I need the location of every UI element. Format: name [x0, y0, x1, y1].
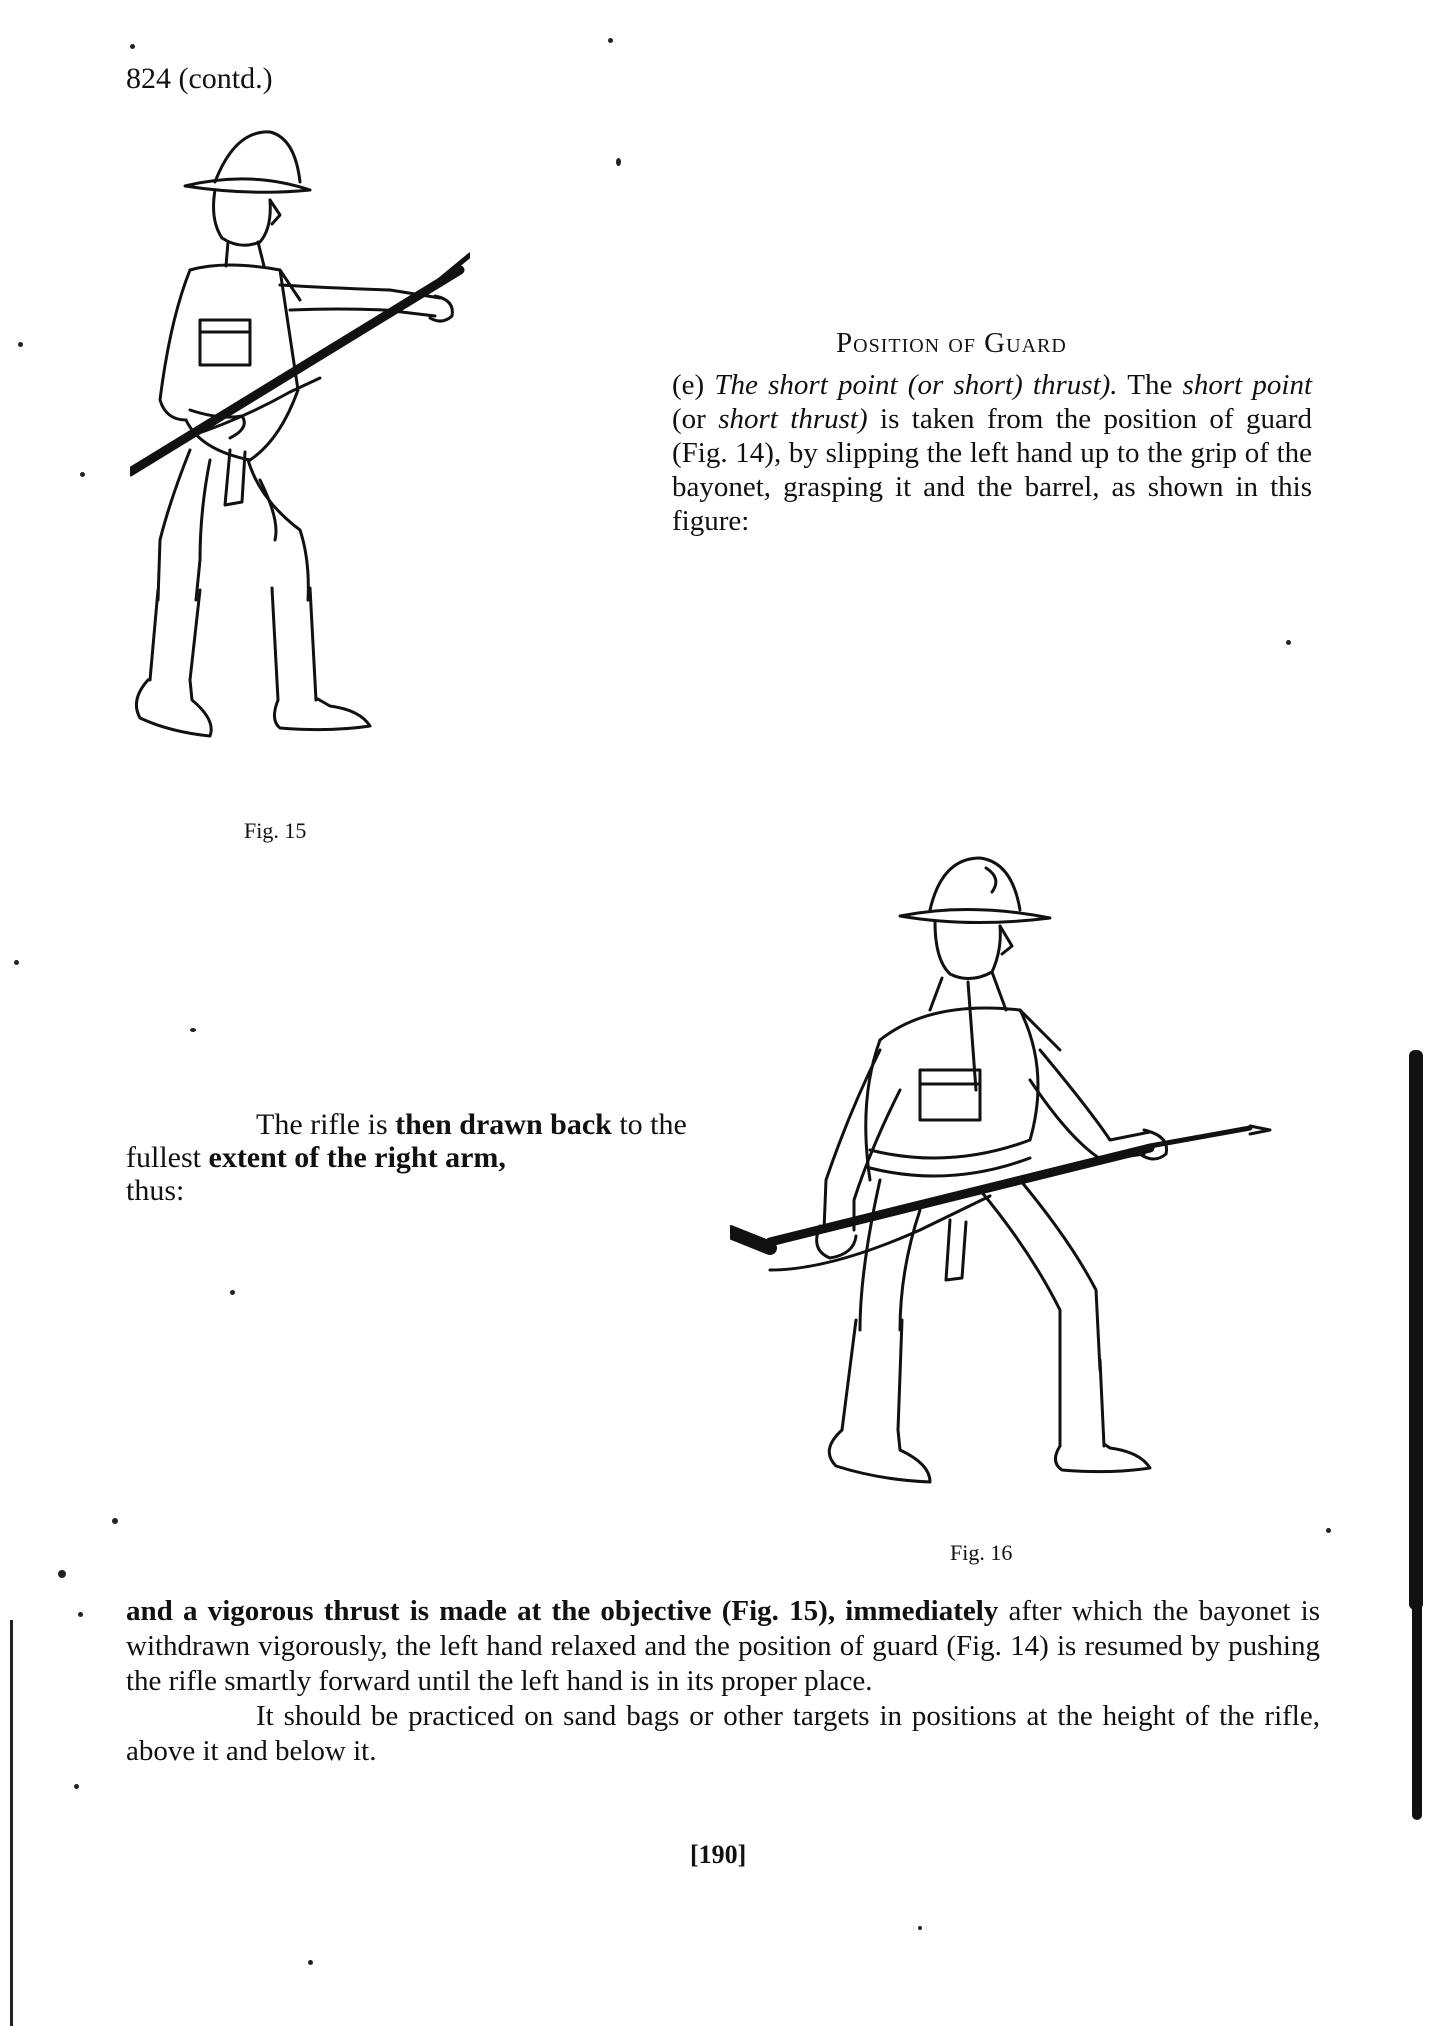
scan-speck — [616, 158, 621, 166]
scan-speck — [58, 1570, 66, 1578]
scan-speck — [608, 38, 613, 43]
paragraph-italic-term-2: short thrust) — [718, 403, 868, 435]
page-header: 824 (contd.) — [126, 62, 273, 95]
drawn-text-5: thus: — [126, 1174, 185, 1207]
paragraph-text-lead: The — [1127, 369, 1173, 401]
paragraph-text-mid: (or — [672, 403, 706, 435]
scan-speck — [230, 1290, 235, 1295]
scan-speck — [308, 1960, 313, 1965]
figure-15-illustration — [130, 120, 470, 800]
drawn-text-3: to the fullest — [126, 1108, 687, 1174]
scan-speck — [1286, 640, 1291, 645]
paragraph-text-rest: is taken from the position of guard (Fig. 14), by slipping the left hand up to the grip of the bayonet, grasping it and the barrel, as shown in this figure: — [672, 403, 1312, 537]
drawn-text-4: extent of the right arm, — [208, 1141, 506, 1174]
figure-16-illustration — [730, 850, 1370, 1540]
section-title: Position of Guard — [836, 327, 1067, 359]
paragraph-e — [672, 368, 1312, 538]
paragraph-italic-term: short point — [1182, 369, 1313, 401]
drawn-text-2: then drawn back — [395, 1108, 612, 1141]
scan-binding-edge-lower — [1412, 1520, 1422, 1820]
final-text-1: and a vigorous thrust is made at the objective (Fig. 15), immediately — [126, 1595, 999, 1627]
figure-15-caption: Fig. 15 — [244, 818, 307, 843]
final-text-2: after which the bayonet is withdrawn vigorously, the left hand relaxed and the position of guard (Fig. 14) is resumed by pushing the rifle smartly forward until the left hand is in its proper place. — [126, 1595, 1321, 1697]
paragraph-drawn-back — [126, 1108, 726, 1207]
scan-speck — [112, 1518, 118, 1524]
scan-speck — [78, 1612, 83, 1617]
figure-16-caption: Fig. 16 — [950, 1540, 1013, 1565]
drawn-text-1: The rifle is — [256, 1108, 388, 1141]
scan-speck — [918, 1926, 922, 1930]
scan-speck — [1326, 1528, 1331, 1533]
paragraph-label: (e) — [672, 369, 705, 401]
page-number: [190] — [690, 1840, 747, 1869]
paragraph-italic-title: The short point (or short) thrust). — [714, 369, 1118, 401]
paragraph-final — [126, 1594, 1320, 1769]
scan-speck — [74, 1784, 79, 1789]
scan-speck — [14, 960, 19, 965]
scan-speck — [190, 1028, 196, 1032]
scan-speck — [18, 342, 23, 347]
final-text-3: It should be practiced on sand bags or other targets in positions at the height of the rifle, above it and below it. — [126, 1700, 1320, 1767]
scan-speck — [130, 44, 135, 49]
scan-left-margin-line — [10, 1620, 13, 2026]
scan-speck — [80, 472, 85, 477]
